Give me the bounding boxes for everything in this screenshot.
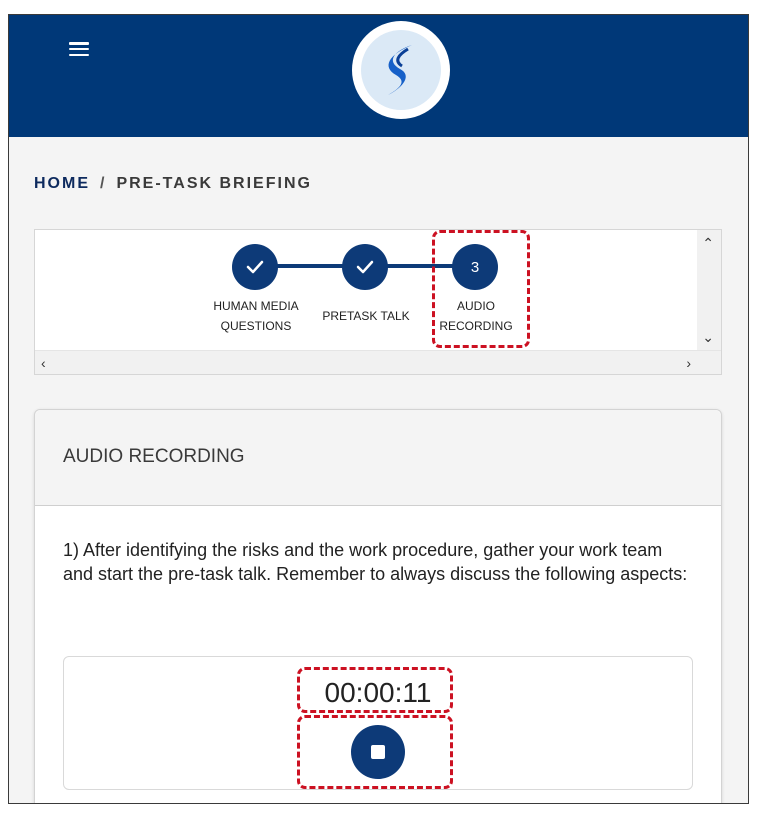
step-2-pretask-talk[interactable] xyxy=(342,244,388,290)
scroll-left-icon[interactable]: ‹ xyxy=(41,355,46,371)
scroll-right-icon[interactable]: › xyxy=(686,355,691,371)
breadcrumb xyxy=(34,175,312,193)
step-3-label: AUDIO RECORDING xyxy=(439,299,513,333)
instruction-text: 1) After identifying the risks and the work procedure, gather your work team and start the pre-task talk. Remember to always discuss the following aspects: xyxy=(63,540,688,584)
app-frame xyxy=(8,14,749,804)
audio-recording-card xyxy=(34,409,722,804)
scroll-up-icon[interactable]: ⌃ xyxy=(702,235,714,251)
top-header xyxy=(9,15,748,137)
step-connector xyxy=(271,264,351,268)
step-1-human-media-questions[interactable] xyxy=(232,244,278,290)
breadcrumb-current: PRE-TASK BRIEFING xyxy=(116,175,312,192)
stop-button-highlight xyxy=(297,715,453,789)
check-icon xyxy=(356,260,374,274)
progress-stepper xyxy=(34,229,722,375)
breadcrumb-home-link[interactable]: HOME xyxy=(34,175,90,192)
breadcrumb-separator: / xyxy=(100,175,107,192)
recording-timer: 00:00:11 xyxy=(324,677,432,708)
audio-recorder xyxy=(63,656,693,790)
timer-highlight xyxy=(297,667,453,713)
step-number: 3 xyxy=(470,258,480,276)
horizontal-scrollbar[interactable] xyxy=(35,350,721,374)
step-2-label: PRETASK TALK xyxy=(322,309,410,323)
scroll-down-icon[interactable]: ⌄ xyxy=(702,329,714,345)
app-logo[interactable] xyxy=(352,21,450,119)
card-title: AUDIO RECORDING xyxy=(63,446,245,467)
step-1-label: HUMAN MEDIA QUESTIONS xyxy=(213,299,299,333)
check-icon xyxy=(246,260,264,274)
hamburger-icon[interactable] xyxy=(69,42,89,56)
card-header xyxy=(35,410,721,506)
step-3-highlight xyxy=(432,230,530,348)
